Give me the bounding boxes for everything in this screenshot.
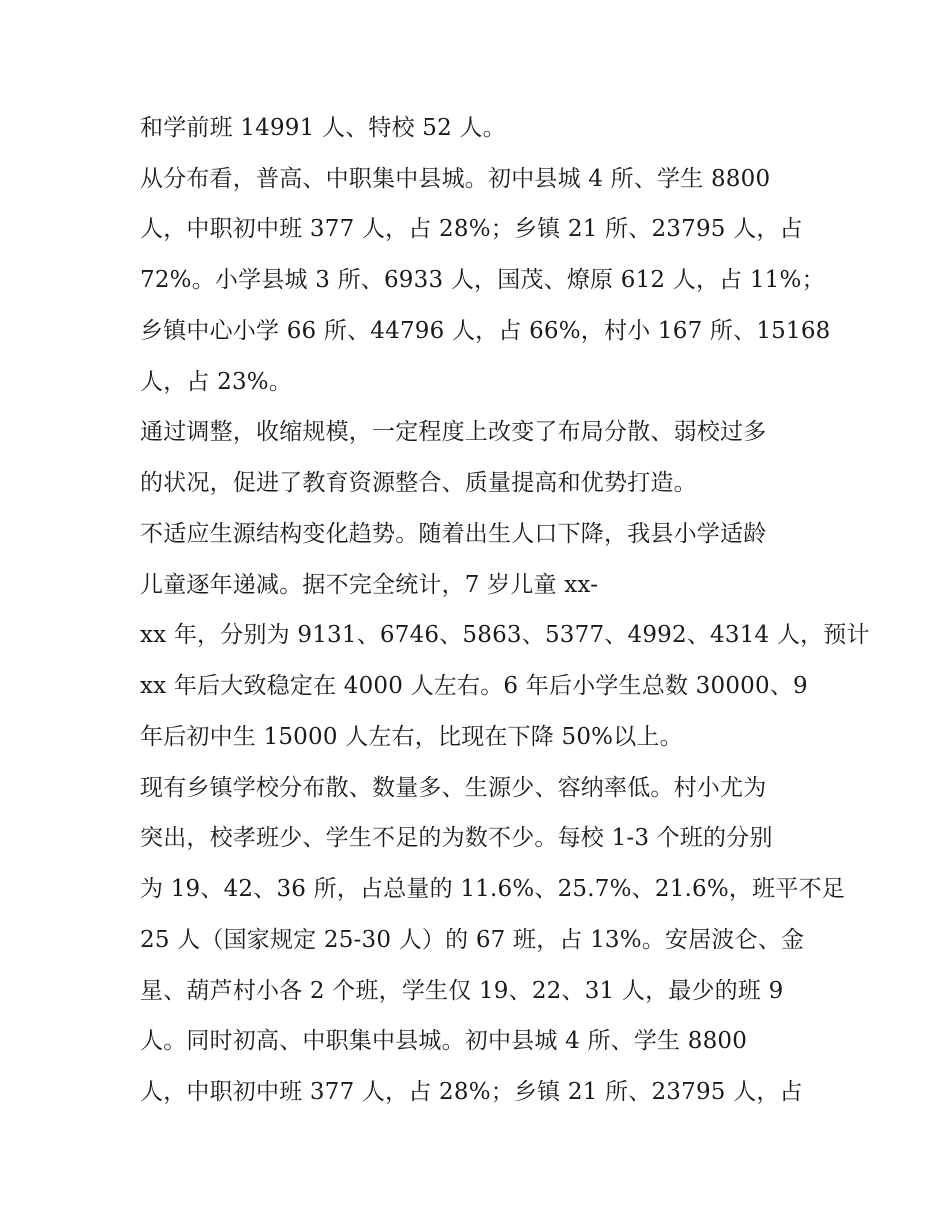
text-line: 年后初中生 15000 人左右，比现在下降 50%以上。 [140, 724, 683, 750]
text-line: 的状况，促进了教育资源整合、质量提高和优势打造。 [140, 470, 697, 496]
text-line: 不适应生源结构变化趋势。随着出生人口下降，我县小学适龄 [140, 521, 767, 547]
text-line: 人，占 23%。 [140, 369, 293, 395]
text-line: 通过调整，收缩规模，一定程度上改变了布局分散、弱校过多 [140, 419, 767, 445]
text-line: 25 人（国家规定 25-30 人）的 67 班，占 13%。安居波仑、金 [140, 927, 805, 953]
text-line: 星、葫芦村小各 2 个班，学生仅 19、22、31 人，最少的班 9 [140, 978, 784, 1004]
text-line: xx 年后大致稳定在 4000 人左右。6 年后小学生总数 30000、9 [140, 673, 808, 699]
text-line: 人，中职初中班 377 人，占 28%；乡镇 21 所、23795 人，占 [140, 216, 803, 242]
text-line: 现有乡镇学校分布散、数量多、生源少、容纳率低。村小尤为 [140, 775, 767, 801]
text-line: 为 19、42、36 所，占总量的 11.6%、25.7%、21.6%，班平不足 [140, 876, 845, 902]
text-line: 乡镇中心小学 66 所、44796 人，占 66%，村小 167 所、15168 [140, 318, 831, 344]
text-line: 72%。小学县城 3 所、6933 人，国茂、燎原 612 人，占 11%； [140, 267, 825, 293]
text-line: 和学前班 14991 人、特校 52 人。 [140, 115, 506, 141]
text-line: 人。同时初高、中职集中县城。初中县城 4 所、学生 8800 [140, 1028, 748, 1054]
text-line: 从分布看，普高、中职集中县城。初中县城 4 所、学生 8800 [140, 166, 771, 192]
text-line: 儿童逐年递减。据不完全统计，7 岁儿童 xx- [140, 572, 599, 598]
text-line: xx 年，分别为 9131、6746、5863、5377、4992、4314 人，预计 [140, 622, 870, 648]
text-line: 人，中职初中班 377 人，占 28%；乡镇 21 所、23795 人，占 [140, 1079, 803, 1105]
text-line: 突出，校孝班少、学生不足的为数不少。每校 1-3 个班的分别 [140, 825, 773, 851]
